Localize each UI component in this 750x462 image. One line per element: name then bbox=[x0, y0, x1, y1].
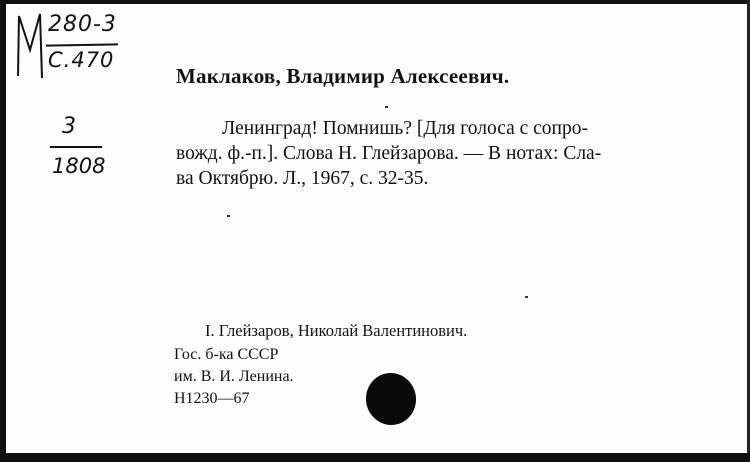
handwritten-m-mark bbox=[15, 10, 45, 80]
tracing-entry: I. Глейзаров, Николай Валентинович. bbox=[205, 321, 468, 340]
entry-line-1: Ленинград! Помнишь? [Для голоса с сопро- bbox=[222, 118, 588, 139]
ink-speck bbox=[525, 296, 528, 298]
ink-blot bbox=[362, 369, 420, 429]
ink-speck bbox=[385, 106, 388, 108]
card-edge-bottom bbox=[0, 453, 750, 462]
author-heading: Маклаков, Владимир Алексеевич. bbox=[176, 64, 510, 88]
holdings-line-1: Гос. б-ка СССР bbox=[174, 346, 279, 363]
card-edge-top bbox=[0, 0, 750, 4]
entry-line-2: вожд. ф.-п.]. Слова Н. Глейзарова. — В нотах: Сла- bbox=[176, 143, 602, 164]
shelfmark-top: 280-3 bbox=[48, 12, 117, 37]
holdings-info bbox=[174, 344, 294, 410]
shelfmark-rule bbox=[46, 43, 118, 46]
inventory-number-bottom: 1808 bbox=[52, 154, 106, 178]
ink-speck bbox=[227, 215, 230, 217]
entry-line-3: ва Октябрю. Л., 1967, с. 32-35. bbox=[176, 168, 429, 189]
inventory-rule bbox=[50, 146, 102, 148]
holdings-line-2: им. В. И. Ленина. bbox=[174, 368, 294, 385]
card-edge-left bbox=[0, 0, 6, 462]
bibliographic-entry bbox=[176, 116, 736, 191]
inventory-number-top: 3 bbox=[62, 114, 76, 139]
holdings-line-3: Н1230—67 bbox=[174, 390, 250, 407]
shelfmark-bottom: C.470 bbox=[48, 48, 115, 72]
